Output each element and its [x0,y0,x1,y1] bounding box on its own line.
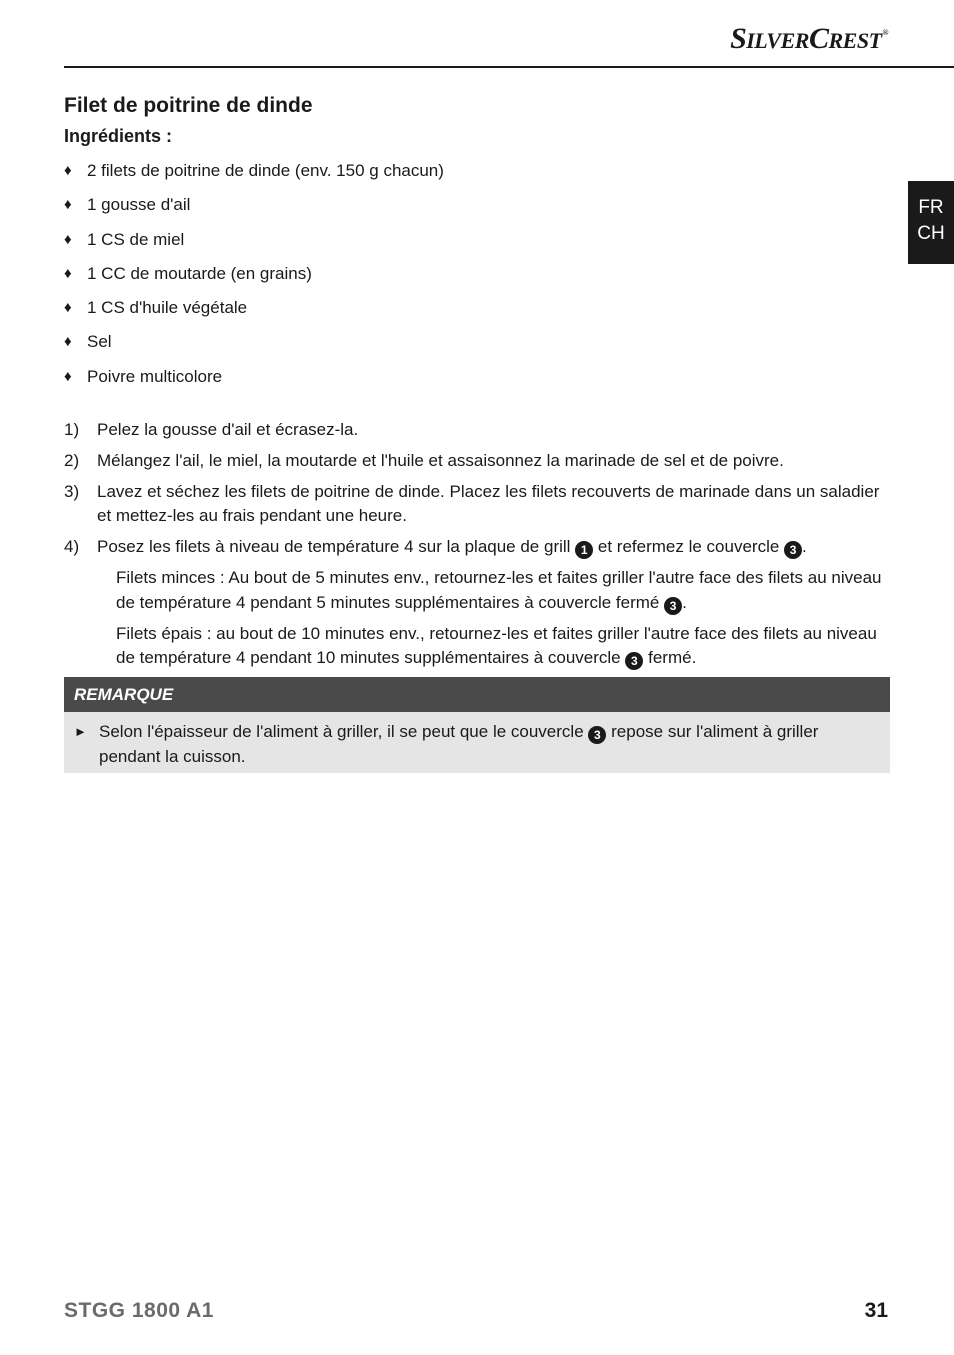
list-item: ♦ Sel [64,332,112,352]
step-2: 2) Mélangez l'ail, le miel, la moutarde et l'huile et assaisonnez la marinade de sel et de poivre. [64,450,784,470]
language-code-ch: CH [917,223,945,244]
thick-fillets-paragraph: Filets épais : au bout de 10 minutes env., retournez-les et faites griller l'autre face des filets au niveau de température 4 pendant 10 minutes supplémentaires à couvercle 3 fermé. [116,623,877,669]
diamond-bullet-icon: ♦ [64,299,72,317]
grill-plate-ref-icon: 1 [575,541,593,559]
note-heading: REMARQUE [64,677,890,712]
list-item: ♦ Poivre multicolore [64,366,223,386]
lid-ref-icon: 3 [588,726,606,744]
step-1: 1) Pelez la gousse d'ail et écrasez-la. [64,419,359,439]
note-body: ► Selon l'épaisseur de l'aliment à griller, il se peut que le couvercle 3 repose sur l'aliment à griller pendant la cuisson. [64,712,890,773]
header-rule [64,66,954,68]
note-box [64,677,890,773]
list-item: ♦ 2 filets de poitrine de dinde (env. 150 g chacun) [64,161,444,180]
language-code-fr: FR [918,197,944,218]
list-item: ♦ 1 CS de miel [64,229,185,249]
diamond-bullet-icon: ♦ [64,367,72,385]
lid-ref-icon: 3 [784,541,802,559]
diamond-bullet-icon: ♦ [64,264,72,282]
ingredients-list [64,160,890,388]
lid-ref-icon: 3 [664,597,682,615]
diamond-bullet-icon: ♦ [64,196,72,214]
brand-logo: SILVERCREST® [730,22,888,55]
step-3: 3) Lavez et séchez les filets de poitrine de dinde. Placez les filets recouverts de marinade dans un saladier et mettez-les au frais pendant une heure. [64,481,880,526]
diamond-bullet-icon: ♦ [64,230,72,248]
arrow-bullet-icon: ► [74,724,87,740]
language-tab [908,181,954,264]
recipe-section [64,92,890,773]
steps-list [64,418,890,560]
thin-fillets-paragraph: Filets minces : Au bout de 5 minutes env., retournez-les et faites griller l'autre face des filets au niveau de température 4 pendant 5 minutes supplémentaires à couvercle fermé 3 . [116,568,882,613]
page-number: 31 [864,1299,888,1322]
ingredients-heading: Ingrédients : [64,126,173,146]
recipe-title: Filet de poitrine de dinde [64,94,313,117]
lid-ref-icon: 3 [625,652,643,670]
list-item: ♦ 1 CS d'huile végétale [64,298,248,318]
step-4: 4) Posez les filets à niveau de température 4 sur la plaque de grill 1 et refermez le couvercle 3 . [64,537,807,558]
diamond-bullet-icon: ♦ [64,333,72,351]
footer-model: STGG 1800 A1 [64,1299,214,1322]
list-item: ♦ 1 CC de moutarde (en grains) [64,263,312,283]
list-item: ♦ 1 gousse d'ail [64,195,191,215]
diamond-bullet-icon: ♦ [64,162,72,179]
